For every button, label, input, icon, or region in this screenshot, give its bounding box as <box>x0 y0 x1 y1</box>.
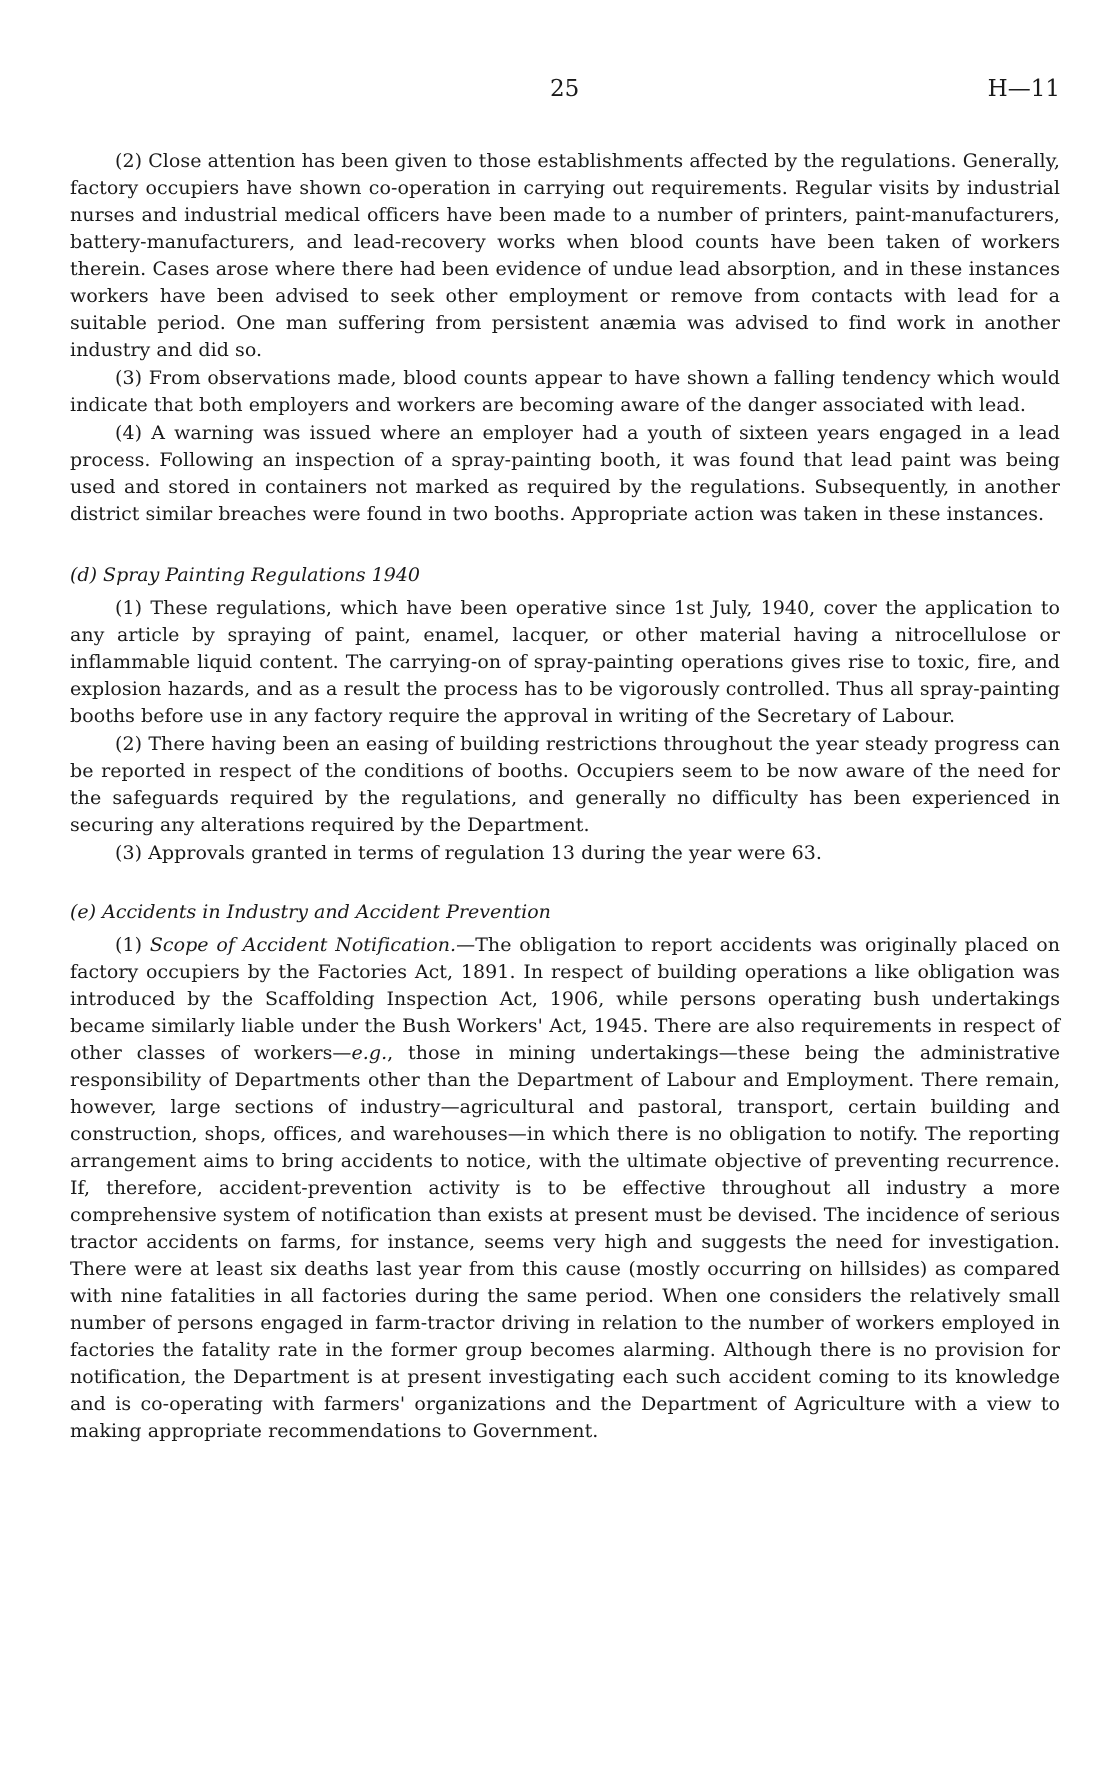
section-heading-e <box>70 899 1060 926</box>
document-page <box>70 70 1060 1446</box>
page-number: 25 <box>550 76 580 102</box>
paragraph-2: (2) Close attention has been given to those establishments affected by the regulations. Generally, factory occupiers have shown co-operation in carrying out requirements. Regular visits by industrial nurses and industrial medical officers have been made to a number of printers, paint-manufacturers, battery-manufacturers, and lead-recovery works when blood counts have been taken of workers therein. Cases arose where there had been evidence of undue lead absorption, and in these instances workers have been advised to seek other employment or remove from contacts with lead for a suitable period. One man suffering from persistent anæmia was advised to find work in another industry and did so. <box>70 150 1060 361</box>
section-e-p1-text-a: —The obligation to report accidents was originally placed on factory occupiers by the Factories Act, 1891. In respect of building operations a like obligation was introduced by the Scaffolding Inspection Act, 1906, while persons operating bush undertakings became similarly liable under the Bush Workers' Act, 1945. There are also requirements in respect of other classes of workers— <box>70 934 1060 1064</box>
section-e-label: (e) <box>70 901 97 923</box>
body-text <box>70 148 1060 1445</box>
paragraph-3: (3) From observations made, blood counts appear to have shown a falling tendency which would indicate that both employers and workers are becoming aware of the danger associated with lead. <box>70 367 1060 416</box>
section-e-paragraph-1 <box>70 932 1060 1445</box>
section-e-p1-title: Scope of Accident Notification. <box>149 934 457 956</box>
section-d-paragraph-3: (3) Approvals granted in terms of regulation 13 during the year were 63. <box>115 842 823 864</box>
section-heading-d <box>70 562 1060 589</box>
section-d-paragraph-2: (2) There having been an easing of building restrictions throughout the year steady progress can be reported in respect of the conditions of booths. Occupiers seem to be now aware of the need for the safeguards required by the regulations, and generally no difficulty has been experienced in securing any alterations required by the Department. <box>70 733 1060 836</box>
section-d-title: Spray Painting Regulations 1940 <box>103 564 421 586</box>
section-e-p1-number: (1) <box>115 934 143 956</box>
section-e-p1-text-b: , those in mining undertakings—these being the administrative responsibility of Departments other than the Department of Labour and Employment. There remain, however, large sections of industry—agricultural and pastoral, transport, certain building and construction, shops, offices, and warehouses—in which there is no obligation to notify. The reporting arrangement aims to bring accidents to notice, with the ultimate objective of preventing recurrence. If, therefore, accident-prevention activity is to be effective throughout all industry a more comprehensive system of notification than exists at present must be devised. The incidence of serious tractor accidents on farms, for instance, seems very high and suggests the need for investigation. There were at least six deaths last year from this cause (mostly occurring on hillsides) as compared with nine fatalities in all factories during the same period. When one considers the relatively small number of persons engaged in farm-tractor driving in relation to the number of workers employed in factories the fatality rate in the former group becomes alarming. Although there is no provision for notification, the Department is at present investigating each such accident coming to its knowledge and is co-operating with farmers' organizations and the Department of Agriculture with a view to making appropriate recommendations to Government. <box>70 1042 1060 1442</box>
paragraph-4: (4) A warning was issued where an employer had a youth of sixteen years engaged in a lead process. Following an inspection of a spray-painting booth, it was found that lead paint was being used and stored in containers not marked as required by the regulations. Subsequently, in another district similar breaches were found in two booths. Appropriate action was taken in these instances. <box>70 422 1060 525</box>
document-reference: H—11 <box>987 76 1060 102</box>
section-d-paragraph-1: (1) These regulations, which have been operative since 1st July, 1940, cover the application to any article by spraying of paint, enamel, lacquer, or other material having a nitrocellulose or inflammable liquid content. The carrying-on of spray-painting operations gives rise to toxic, fire, and explosion hazards, and as a result the process has to be vigorously controlled. Thus all spray-painting booths before use in any factory require the approval in writing of the Secretary of Labour. <box>70 597 1060 727</box>
section-d-label: (d) <box>70 564 97 586</box>
section-e-p1-eg: e.g. <box>351 1042 388 1064</box>
running-header <box>70 70 1060 114</box>
section-e-title: Accidents in Industry and Accident Prevention <box>102 901 551 923</box>
